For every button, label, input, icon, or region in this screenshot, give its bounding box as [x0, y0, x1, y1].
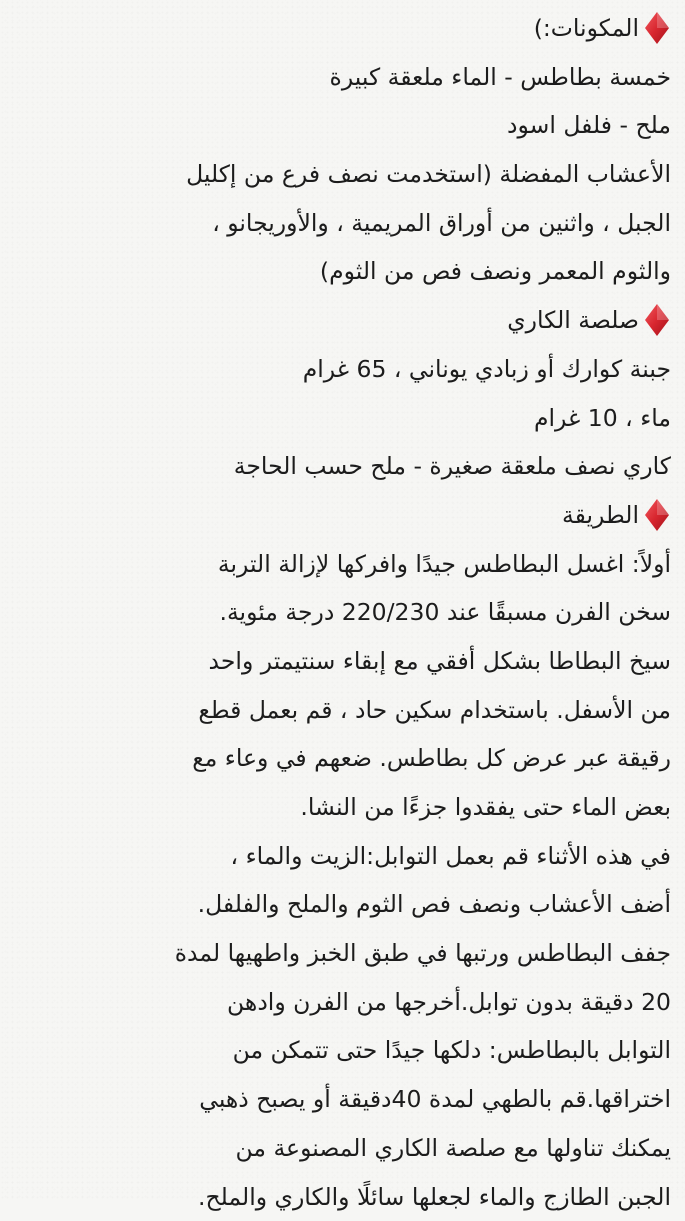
- ingredients-heading-row: [10, 4, 671, 53]
- ingredient-line: ملح - فلفل اسود: [10, 101, 671, 150]
- red-diamond-icon: [643, 497, 671, 533]
- sauce-heading-row: [10, 296, 671, 345]
- ingredient-line: الجبل ، واثنين من أوراق المريمية ، والأوريجانو ،: [10, 199, 671, 248]
- red-diamond-icon: [643, 10, 671, 46]
- method-heading-row: [10, 491, 671, 540]
- method-line: 20 دقيقة بدون توابل.أخرجها من الفرن وادهن: [10, 978, 671, 1027]
- method-line: التوابل بالبطاطس: دلكها جيدًا حتى تتمكن من: [10, 1026, 671, 1075]
- sauce-line: كاري نصف ملعقة صغيرة - ملح حسب الحاجة: [10, 442, 671, 491]
- method-line: أضف الأعشاب ونصف فص الثوم والملح والفلفل.: [10, 880, 671, 929]
- ingredient-line: والثوم المعمر ونصف فص من الثوم): [10, 247, 671, 296]
- ingredient-line: الأعشاب المفضلة (استخدمت نصف فرع من إكليل: [10, 150, 671, 199]
- method-line: أولاً: اغسل البطاطس جيدًا وافركها لإزالة التربة: [10, 540, 671, 589]
- sauce-line: ماء ، 10 غرام: [10, 394, 671, 443]
- method-line: من الأسفل. باستخدام سكين حاد ، قم بعمل قطع: [10, 686, 671, 735]
- ingredients-heading: المكونات:): [534, 4, 639, 53]
- method-line: سخن الفرن مسبقًا عند 220/230 درجة مئوية.: [10, 588, 671, 637]
- method-line: رقيقة عبر عرض كل بطاطس. ضعهم في وعاء مع: [10, 734, 671, 783]
- method-line: سيخ البطاطا بشكل أفقي مع إبقاء سنتيمتر واحد: [10, 637, 671, 686]
- sauce-line: جبنة كوارك أو زبادي يوناني ، 65 غرام: [10, 345, 671, 394]
- method-heading: الطريقة: [562, 491, 639, 540]
- ingredient-line: خمسة بطاطس - الماء ملعقة كبيرة: [10, 53, 671, 102]
- method-line: الجبن الطازج والماء لجعلها سائلًا والكاري والملح.: [10, 1173, 671, 1221]
- method-line: في هذه الأثناء قم بعمل التوابل:الزيت والماء ،: [10, 832, 671, 881]
- method-line: يمكنك تناولها مع صلصة الكاري المصنوعة من: [10, 1124, 671, 1173]
- red-diamond-icon: [643, 302, 671, 338]
- method-line: اختراقها.قم بالطهي لمدة 40دقيقة أو يصبح ذهبي: [10, 1075, 671, 1124]
- method-line: بعض الماء حتى يفقدوا جزءًا من النشا.: [10, 783, 671, 832]
- method-line: جفف البطاطس ورتبها في طبق الخبز واطهيها لمدة: [10, 929, 671, 978]
- sauce-heading: صلصة الكاري: [507, 296, 639, 345]
